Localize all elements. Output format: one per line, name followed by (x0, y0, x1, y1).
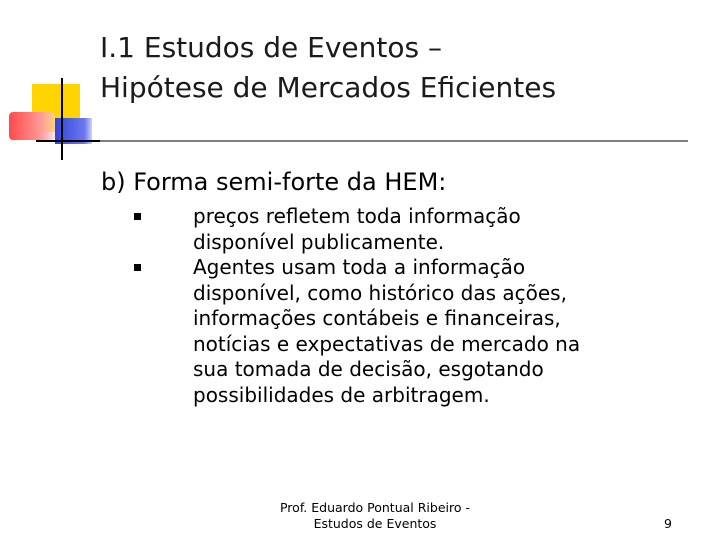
bullet-item (134, 204, 694, 255)
slide-title (100, 28, 700, 108)
square-bullet-icon (134, 264, 141, 271)
footer-line-2: Estudos de Eventos (313, 516, 437, 531)
title-underline-rule (36, 140, 688, 142)
bullet-text-line: possibilidades de arbitragem. (193, 382, 490, 407)
bullet-text-line: sua tomada de decisão, esgotando (193, 357, 544, 381)
bullet-text-line: Agentes usam toda a informação (193, 255, 526, 279)
section-subheading: b) Forma semi-forte da HEM: (101, 168, 447, 196)
logo-vertical-line (61, 78, 63, 160)
bullet-text-line: preços refletem toda informação (193, 204, 521, 228)
bullet-text-line: disponível, como histórico das ações, (193, 280, 567, 305)
bullet-list (134, 204, 694, 408)
slide-footer (262, 500, 488, 532)
bullet-text-line: informações contábeis e financeiras, (193, 306, 561, 330)
slide-title-line-2: Hipótese de Mercados Eficientes (100, 71, 557, 104)
footer-line-1: Prof. Eduardo Pontual Ribeiro - (279, 500, 470, 515)
bullet-text-line: disponível publicamente. (193, 229, 445, 254)
bullet-text-line: notícias e expectativas de mercado na (193, 331, 581, 356)
bullet-item (134, 255, 694, 408)
slide-title-line-1: I.1 Estudos de Eventos – (100, 31, 443, 64)
logo-red-bar (9, 112, 55, 140)
square-bullet-icon (134, 213, 141, 220)
page-number: 9 (664, 516, 672, 531)
title-underline-accent (36, 140, 100, 142)
